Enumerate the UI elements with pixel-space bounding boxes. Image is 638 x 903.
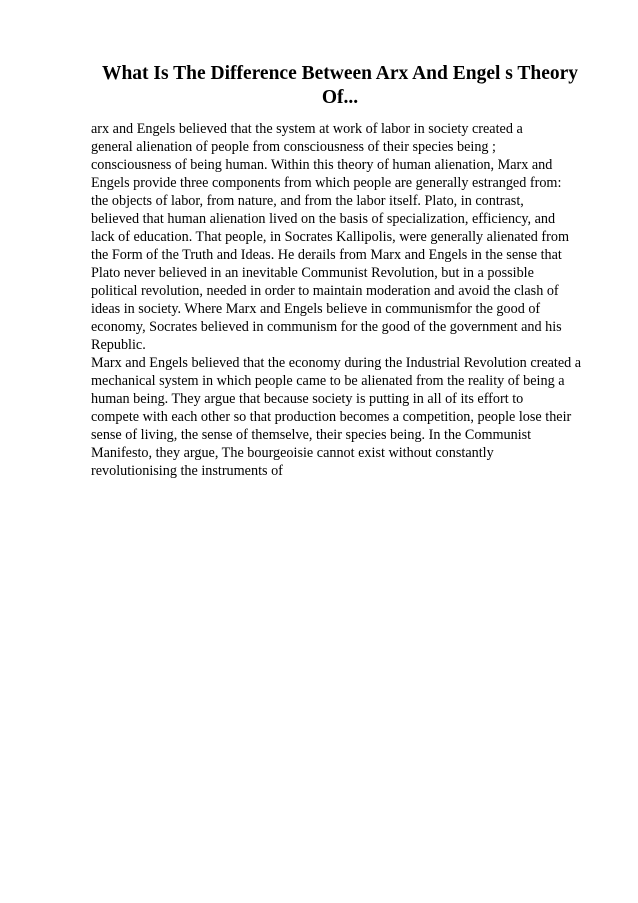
- text-line: Manifesto, they argue, The bourgeoisie cannot exist without constantly: [91, 445, 494, 461]
- text-line: arx and Engels believed that the system at work of labor in society created a: [91, 121, 523, 137]
- text-line: compete with each other so that production becomes a competition, people lose their: [91, 409, 572, 425]
- text-line: political revolution, needed in order to maintain moderation and avoid the clash of: [91, 283, 559, 299]
- text-line: lack of education. That people, in Socrates Kallipolis, were generally alienated from: [91, 229, 569, 245]
- page-title: [70, 62, 610, 110]
- text-line: revolutionising the instruments of: [91, 463, 283, 479]
- text-line: ideas in society. Where Marx and Engels believe in communismfor the good of: [91, 301, 541, 317]
- text-line: Republic.: [91, 337, 146, 353]
- text-line: mechanical system in which people came to be alienated from the reality of being a: [91, 373, 565, 389]
- text-line: economy, Socrates believed in communism for the good of the government and his: [91, 319, 562, 335]
- text-line: Marx and Engels believed that the economy during the Industrial Revolution created a: [91, 355, 582, 371]
- text-line: believed that human alienation lived on the basis of specialization, efficiency, and: [91, 211, 556, 227]
- essay-body: [91, 120, 631, 480]
- text-line: consciousness of being human. Within this theory of human alienation, Marx and: [91, 157, 553, 173]
- text-line: Engels provide three components from which people are generally estranged from:: [91, 175, 562, 191]
- text-line: general alienation of people from consciousness of their species being ;: [91, 139, 497, 155]
- text-line: human being. They argue that because society is putting in all of its effort to: [91, 391, 524, 407]
- title-line: What Is The Difference Between Arx And Engel s Theory: [101, 63, 579, 84]
- text-line: sense of living, the sense of themselve, their species being. In the Communist: [91, 427, 532, 443]
- title-line: Of...: [321, 87, 359, 108]
- text-line: Plato never believed in an inevitable Communist Revolution, but in a possible: [91, 265, 534, 281]
- text-line: the objects of labor, from nature, and from the labor itself. Plato, in contrast,: [91, 193, 524, 209]
- text-line: the Form of the Truth and Ideas. He derails from Marx and Engels in the sense that: [91, 247, 562, 263]
